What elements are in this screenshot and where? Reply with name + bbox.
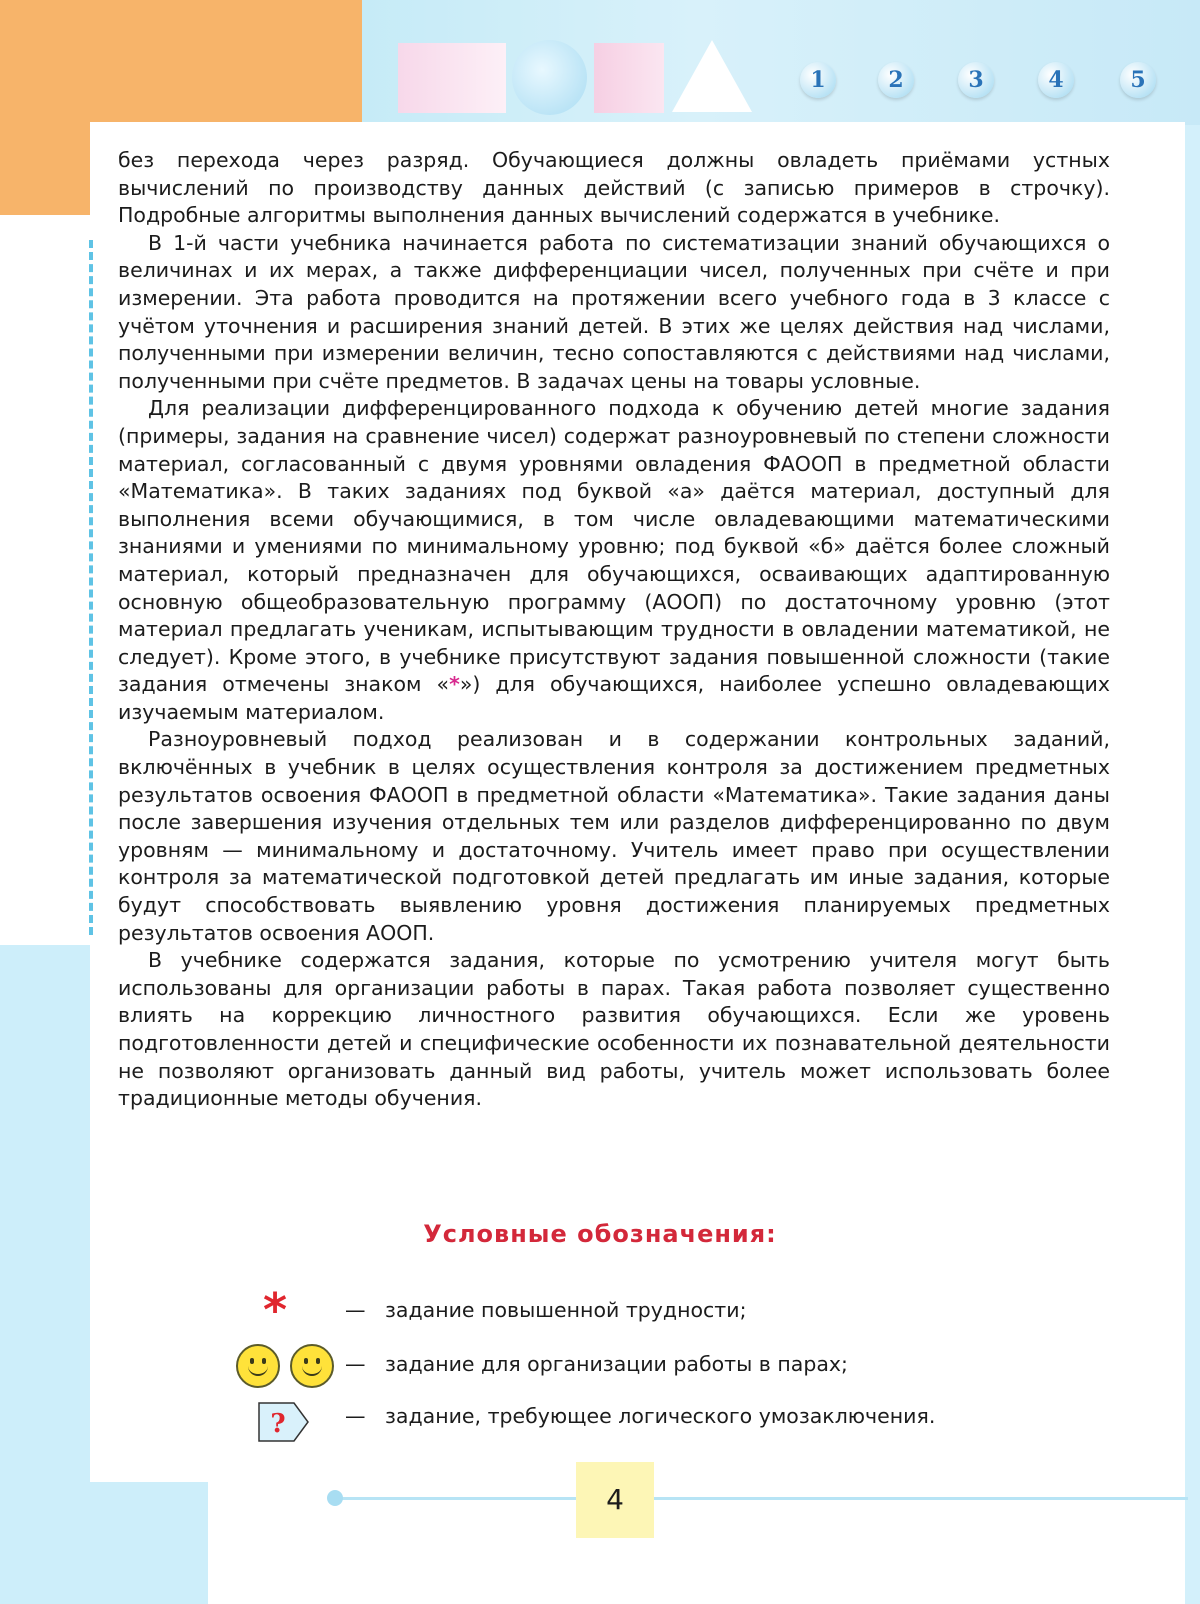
pink-rectangle-shape [398, 43, 506, 113]
legend-dash: — [345, 1352, 366, 1376]
paragraph: без перехода через разряд. Обучающиеся должны овладеть приёмами устных вычислений по производству данных действий (с записью примеров в строчку). Подробные алгоритмы выполнения данных вычислений содержатся в учебнике. [118, 148, 1110, 228]
section-number-1: 1 [800, 62, 836, 98]
blue-circle-shape [512, 40, 587, 115]
star-icon: * [263, 1283, 288, 1337]
page-number: 4 [576, 1462, 654, 1538]
legend-dash: — [345, 1404, 366, 1428]
legend-item [345, 1290, 746, 1330]
section-number-3: 3 [958, 62, 994, 98]
white-triangle-shape [672, 40, 752, 112]
smiley-icon [290, 1344, 334, 1388]
paragraph: В 1-й части учебника начинается работа по систематизации знаний обучающихся о величинах и их мерах, а также дифференциации чисел, полученных при счёте и при измерении. Эта работа проводится на протяжении всего учебного года в 3 классе с учётом уточнения и расширения знаний детей. В этих же целях действия над числами, полученными при измерении величин, тесно сопоставляются с действиями над числами, полученными при счёте предметов. В задачах цены на товары условные. [118, 230, 1110, 393]
section-number-5: 5 [1120, 62, 1156, 98]
paragraph: В учебнике содержатся задания, которые по усмотрению учителя могут быть использованы для организации работы в парах. Такая работа позволяет существенно влиять на коррекцию личностного развития обучающихся. Если же уровень подготовленности детей и специфические особенности их познавательной деятельности не позволяют организовать данный вид работы, учитель может использовать более традиционные методы обучения. [118, 948, 1110, 1111]
legend-title: Условные обозначения: [423, 1220, 777, 1248]
dashed-margin-line [89, 240, 93, 935]
paragraph [118, 395, 1110, 726]
section-number-2: 2 [878, 62, 914, 98]
legend-text: задание повышенной трудности; [385, 1298, 747, 1322]
body-text [118, 147, 1110, 1113]
footer-dot [327, 1490, 343, 1506]
question-tag-icon [258, 1402, 310, 1442]
inline-star-icon: * [449, 672, 460, 697]
legend-item [345, 1344, 848, 1384]
legend-item [345, 1396, 935, 1436]
question-mark: ? [270, 1409, 286, 1439]
smiley-icon [236, 1344, 280, 1388]
paragraph: Разноуровневый подход реализован и в содержании контрольных заданий, включённых в учебник в целях осуществления контроля за достижением предметных результатов освоения ФАООП в предметной области «Математика». Такие задания даны после завершения изучения отдельных тем или разделов дифференцированно по двум уровням — минимальному и достаточному. Учитель имеет право при осуществлении контроля за математической подготовкой детей предлагать им иные задания, которые будут способствовать выявлению уровня достижения планируемых предметных результатов освоения АООП. [118, 727, 1110, 945]
paragraph-text: ») для обучающихся, наиболее успешно овладевающих изучаемым материалом. [118, 672, 1110, 724]
page-sheet-bottom [208, 1470, 1185, 1604]
section-number-4: 4 [1038, 62, 1074, 98]
legend-text: задание, требующее логического умозаключения. [385, 1404, 936, 1428]
pink-square-shape [594, 43, 664, 113]
paragraph-text: Для реализации дифференцированного подхода к обучению детей многие задания (примеры, задания на сравнение чисел) содержат разноуровневый по степени сложности материал, согласованный с двумя уровнями овладения ФАООП в предметной области «Математика». В таких заданиях под буквой «а» даётся материал, доступный для выполнения всеми обучающимися, в том числе овладевающими математическими знаниями и умениями по минимальному уровню; под буквой «б» даётся более сложный материал, который предназначен для обучающихся, осваивающих адаптированную основную общеобразовательную программу (АООП) по достаточному уровню (этот материал предлагать ученикам, испытывающим трудности в овладении математикой, не следует). Кроме этого, в учебнике присутствуют задания повышенной сложности (такие задания отмечены знаком « [118, 396, 1110, 697]
legend-text: задание для организации работы в парах; [385, 1352, 848, 1376]
footer-line [335, 1497, 1188, 1500]
section-number-nav [800, 62, 1180, 102]
legend-dash: — [345, 1298, 366, 1322]
